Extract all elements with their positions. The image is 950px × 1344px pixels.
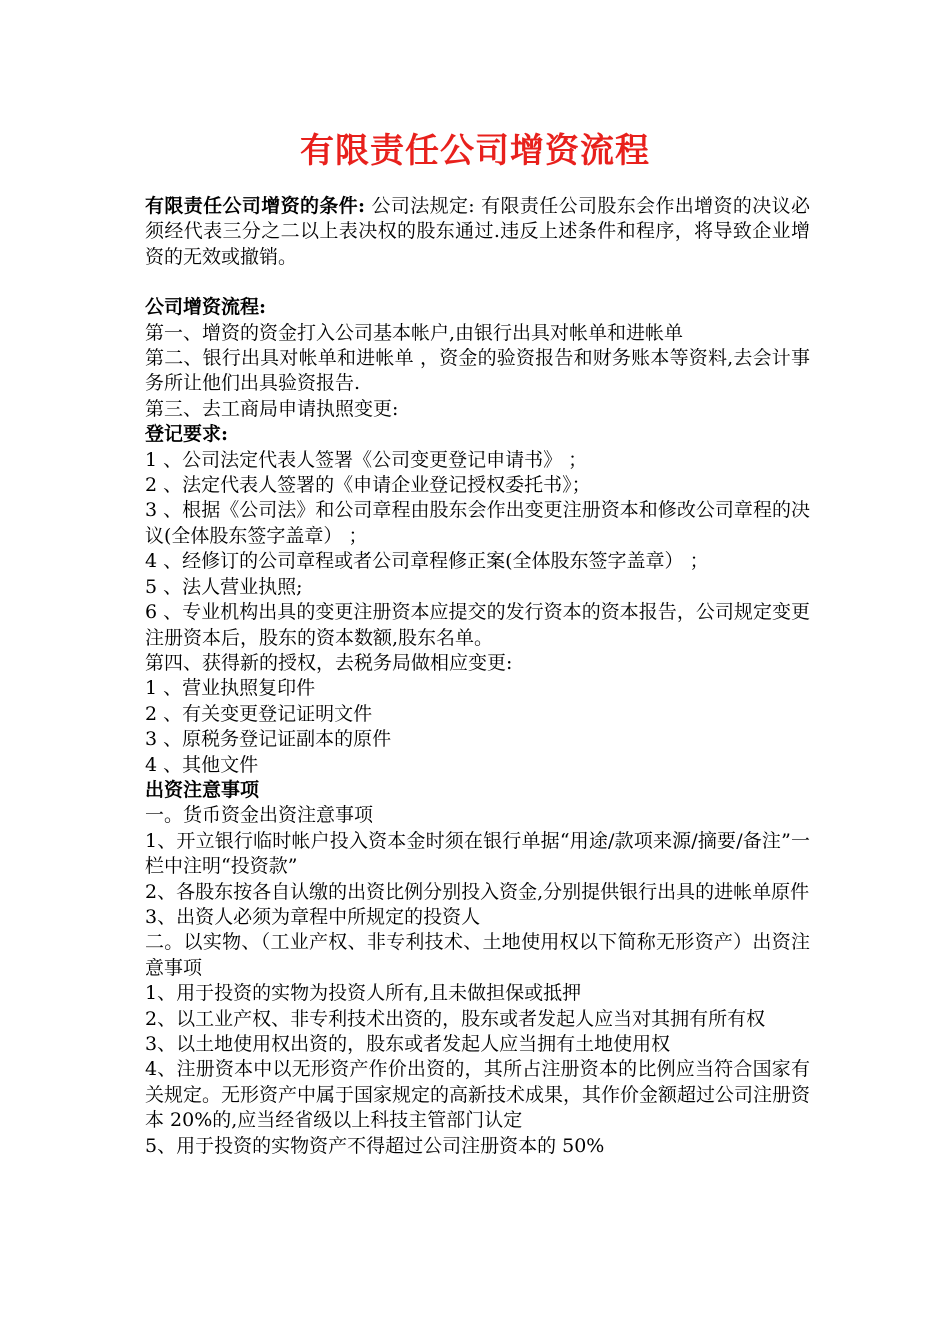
conditions-text: 公司法规定: 有限责任公司股东会作出增资的决议必须经代表三分之二以上表决权的股东通过.违反上述条件和程序，将导致企业增资的无效或撤销。 [145, 195, 811, 268]
registration-item: 6 、专业机构出具的变更注册资本应提交的发行资本的资本报告，公司规定变更注册资本后，股东的资本数额,股东名单。 [145, 601, 810, 649]
asset-item: 2、以工业产权、非专利技术出资的，股东或者发起人应当对其拥有所有权 [145, 1007, 766, 1030]
tax-item: 3 、原税务登记证副本的原件 [145, 728, 392, 751]
process-step-1: 第一、增资的资金打入公司基本帐户,由银行出具对帐单和进帐单 [145, 321, 684, 344]
cash-item: 2、各股东按各自认缴的出资比例分别投入资金,分别提供银行出具的进帐单原件 [145, 880, 810, 903]
registration-item: 5 、法人营业执照; [145, 575, 303, 598]
asset-item: 1、用于投资的实物为投资人所有,且未做担保或抵押 [145, 982, 582, 1005]
paragraph-spacer [145, 270, 810, 295]
process-step-4: 第四、获得新的授权，去税务局做相应变更: [145, 651, 513, 674]
notes-heading: 出资注意事项 [145, 778, 260, 801]
asset-item: 4、注册资本中以无形资产作价出资的，其所占注册资本的比例应当符合国家有关规定。无形资产中属于国家规定的高新技术成果，其作价金额超过公司注册资本 20%的,应当经省级以上科技主管部门认定 [145, 1058, 811, 1132]
tax-item: 1 、营业执照复印件 [145, 677, 316, 700]
asset-item: 3、以土地使用权出资的，股东或者发起人应当拥有土地使用权 [145, 1033, 671, 1055]
cash-item: 1、开立银行临时帐户投入资本金时须在银行单据“用途/款项来源/摘要/备注”一栏中注明“投资款” [145, 829, 810, 878]
cash-item: 3、出资人必须为章程中所规定的投资人 [145, 905, 481, 928]
registration-item: 4 、经修订的公司章程或者公司章程修正案(全体股东签字盖章） ； [145, 550, 709, 573]
process-step-3: 第三、去工商局申请执照变更: [145, 397, 399, 420]
cash-heading: 一。货币资金出资注意事项 [145, 804, 374, 827]
document-body [145, 194, 810, 1159]
registration-item: 1 、公司法定代表人签署《公司变更登记申请书》 ； [145, 448, 588, 471]
process-step-2: 第二、银行出具对帐单和进帐单 ，资金的验资报告和财务账本等资料,去会计事务所让他们出具验资报告. [145, 347, 810, 395]
tax-item: 2 、有关变更登记证明文件 [145, 702, 373, 725]
conditions-heading: 有限责任公司增资的条件: [145, 195, 366, 217]
registration-heading: 登记要求: [145, 423, 229, 446]
tax-item: 4 、其他文件 [145, 753, 259, 776]
asset-heading: 二。以实物、（工业产权、非专利技术、土地使用权以下简称无形资产）出资注意事项 [145, 931, 810, 979]
process-heading: 公司增资流程: [145, 296, 267, 319]
document-title: 有限责任公司增资流程 [300, 131, 650, 171]
registration-item: 3 、根据《公司法》和公司章程由股东会作出变更注册资本和修改公司章程的决议(全体股东签字盖章） ； [145, 499, 810, 547]
registration-item: 2 、法定代表人签署的《申请企业登记授权委托书》； [145, 474, 591, 497]
asset-item: 5、用于投资的实物资产不得超过公司注册资本的 50% [145, 1134, 605, 1157]
conditions-paragraph [145, 194, 810, 270]
